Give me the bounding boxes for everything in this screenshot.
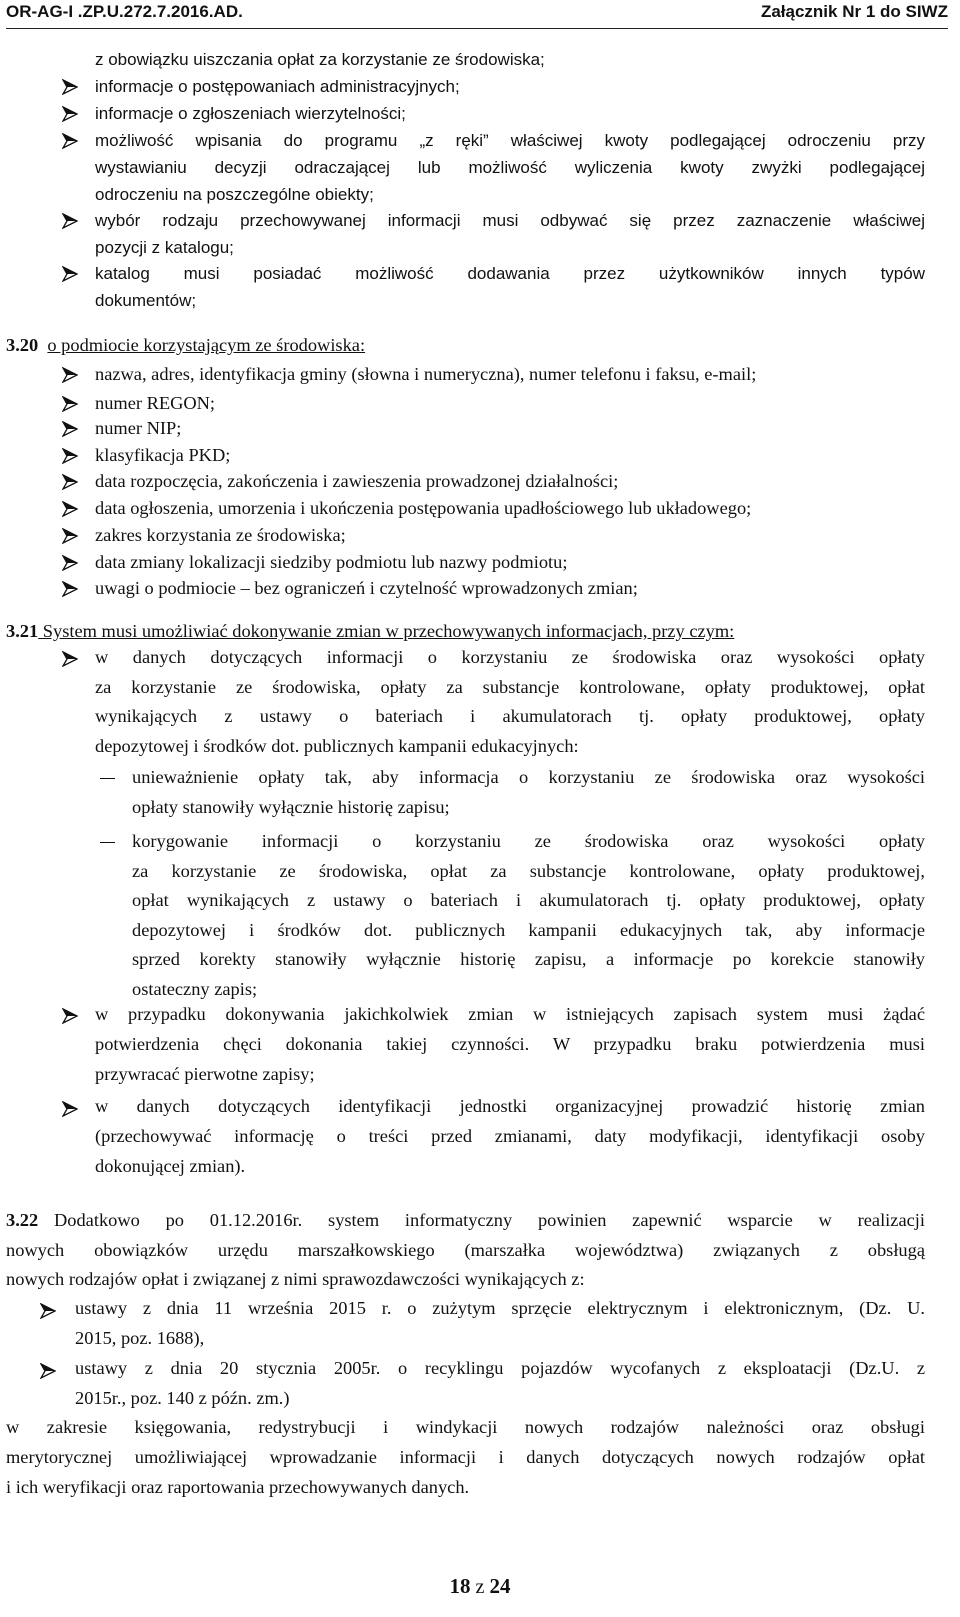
bullet-arrow-icon <box>62 213 78 229</box>
paragraph-line: merytorycznej umożliwiającej wprowadzanie informacji i danych dotyczących nowych rodzajów opłat <box>6 1447 925 1467</box>
list-item-line: nazwa, adres, identyfikacja gminy (słowna i numeryczna), numer telefonu i faksu, e-mail; <box>95 364 757 384</box>
paragraph-line: i ich weryfikacji oraz raportowania przechowywanych danych. <box>6 1477 470 1497</box>
section-number-3-22 <box>6 1206 38 1235</box>
bullet-dash-icon <box>100 842 115 843</box>
paragraph-line: Dodatkowo po 01.12.2016r. system informatyczny powinien zapewnić wsparcie w realizacji <box>54 1210 925 1230</box>
list-item-line: za korzystanie ze środowiska, opłaty za substancje kontrolowane, opłaty produktowej, opłat <box>95 676 925 697</box>
bullet-arrow-icon <box>62 421 78 437</box>
list-item-line: pozycji z katalogu; <box>95 238 234 257</box>
list-item-line: możliwość wpisania do programu „z ręki” właściwej kwoty podlegającej odroczeniu przy <box>95 131 925 150</box>
bullet-arrow-icon <box>62 448 78 464</box>
bullet-arrow-icon <box>62 474 78 490</box>
bullet-arrow-icon <box>62 528 78 544</box>
list-item-line: wynikających z ustawy o bateriach i akumulatorach tj. opłaty produktowej, opłaty <box>95 706 925 726</box>
list-item-line: (przechowywać informację o treści przed zmianami, daty modyfikacji, identyfikacji osoby <box>95 1126 925 1146</box>
page-footer <box>0 1574 960 1599</box>
bullet-arrow-icon <box>62 651 78 667</box>
list-item-line: dokonującej zmian). <box>95 1156 246 1176</box>
sublist-item-line: depozytowej i środków dot. publicznych kampanii edukacyjnych tak, aby informacje <box>132 919 925 940</box>
page-header <box>6 0 948 29</box>
section-heading: o podmiocie korzystającym ze środowiska: <box>47 335 366 355</box>
bullet-arrow-icon <box>62 79 78 95</box>
list-item-line: 2015, poz. 1688), <box>75 1328 205 1348</box>
list-item-line: uwagi o podmiocie – bez ograniczeń i czytelność wprowadzonych zmian; <box>95 578 638 598</box>
section-number: 3.22 <box>6 1210 39 1230</box>
list-item-line: dokumentów; <box>95 291 197 310</box>
list-item-line: numer REGON; <box>95 393 216 413</box>
paragraph-line: nowych obowiązków urzędu marszałkowskiego (marszałka województwa) związanych z obsługą <box>6 1240 925 1260</box>
paragraph-line: nowych rodzajów opłat i związanej z nimi sprawozdawczości wynikających z: <box>6 1269 585 1289</box>
list-item-line: odroczeniu na poszczególne obiekty; <box>95 185 374 204</box>
bullet-arrow-icon <box>62 367 78 383</box>
sublist-item-line: sprzed korekty stanowiły wyłącznie historię zapisu, a informacje po korekcie stanowiły <box>132 949 925 970</box>
sublist-item-line: opłat wynikających z ustawy o bateriach i akumulatorach tj. opłaty produktowej, opłaty <box>132 890 925 911</box>
bullet-arrow-icon <box>62 396 78 412</box>
page-total: 24 <box>489 1574 511 1598</box>
bullet-arrow-icon <box>62 106 78 122</box>
list-item-line: data rozpoczęcia, zakończenia i zawieszenia prowadzonej działalności; <box>95 471 619 491</box>
list-item-line: numer NIP; <box>95 418 182 438</box>
section-heading-3-21 <box>6 617 734 646</box>
list-item-line: katalog musi posiadać możliwość dodawania przez użytkowników innych typów <box>95 264 925 283</box>
section-number: 3.21 <box>6 621 39 641</box>
list-item-line: informacje o postępowaniach administracyjnych; <box>95 77 460 96</box>
list-intro-line: z obowiązku uiszczania opłat za korzystanie ze środowiska; <box>95 50 545 69</box>
sublist-item-line: ostateczny zapis; <box>132 979 258 999</box>
sublist-item-line: korygowanie informacji o korzystaniu ze środowiska oraz wysokości opłaty <box>132 831 925 851</box>
section-heading: System musi umożliwiać dokonywanie zmian w przechowywanych informacjach, przy czym: <box>38 621 735 641</box>
list-item-line: przywracać pierwotne zapisy; <box>95 1064 315 1084</box>
bullet-arrow-icon <box>62 501 78 517</box>
list-item-line: w przypadku dokonywania jakichkolwiek zmian w istniejących zapisach system musi żądać <box>95 1004 925 1024</box>
list-item-line: zakres korzystania ze środowiska; <box>95 525 346 545</box>
section-number: 3.20 <box>6 335 39 355</box>
bullet-dash-icon <box>100 778 115 779</box>
list-item-line: wystawianiu decyzji odraczającej lub możliwość wyliczenia kwoty zwyżki podlegającej <box>95 158 925 177</box>
list-item-line: w danych dotyczących identyfikacji jednostki organizacyjnej prowadzić historię zmian <box>95 1096 925 1116</box>
list-item-line: ustawy z dnia 20 stycznia 2005r. o recyklingu pojazdów wycofanych z eksploatacji (Dz.U. z <box>75 1358 925 1378</box>
list-item-line: data ogłoszenia, umorzenia i ukończenia postępowania upadłościowego lub układowego; <box>95 498 752 518</box>
list-item-line: depozytowej i środków dot. publicznych kampanii edukacyjnych: <box>95 735 579 756</box>
page-current: 18 <box>449 1574 471 1598</box>
bullet-arrow-icon <box>62 1008 78 1024</box>
list-item-line: ustawy z dnia 11 września 2015 r. o zużytym sprzęcie elektrycznym i elektronicznym, (Dz. U. <box>75 1298 925 1318</box>
list-item-line: klasyfikacja PKD; <box>95 445 231 465</box>
page-separator: z <box>475 1576 485 1598</box>
bullet-arrow-icon <box>62 555 78 571</box>
list-item-line: potwierdzenia chęci dokonania takiej czynności. W przypadku braku potwierdzenia musi <box>95 1034 925 1054</box>
bullet-arrow-icon <box>40 1303 56 1319</box>
document-number: OR-AG-I .ZP.U.272.7.2016.AD. <box>6 2 243 21</box>
bullet-arrow-icon <box>62 133 78 149</box>
bullet-arrow-icon <box>40 1363 56 1379</box>
list-item-line: informacje o zgłoszeniach wierzytelności; <box>95 104 406 123</box>
list-item-line: w danych dotyczących informacji o korzystaniu ze środowiska oraz wysokości opłaty <box>95 647 925 667</box>
bullet-arrow-icon <box>62 1101 78 1117</box>
paragraph-line: w zakresie księgowania, redystrybucji i windykacji nowych rodzajów należności oraz obsługi <box>6 1417 925 1437</box>
section-heading-3-20 <box>6 331 365 360</box>
list-item-line: data zmiany lokalizacji siedziby podmiotu lub nazwy podmiotu; <box>95 552 568 572</box>
bullet-arrow-icon <box>62 581 78 597</box>
sublist-item-line: za korzystanie ze środowiska, opłat za substancje kontrolowane, opłaty produktowej, <box>132 860 925 881</box>
list-item-line: 2015r., poz. 140 z późn. zm.) <box>75 1388 290 1408</box>
attachment-label: Załącznik Nr 1 do SIWZ <box>760 2 948 21</box>
list-item-line: wybór rodzaju przechowywanej informacji musi odbywać się przez zaznaczenie właściwej <box>95 211 925 230</box>
bullet-arrow-icon <box>62 266 78 282</box>
sublist-item-line: opłaty stanowiły wyłącznie historię zapisu; <box>132 796 450 817</box>
sublist-item-line: unieważnienie opłaty tak, aby informacja o korzystaniu ze środowiska oraz wysokości <box>132 767 925 787</box>
